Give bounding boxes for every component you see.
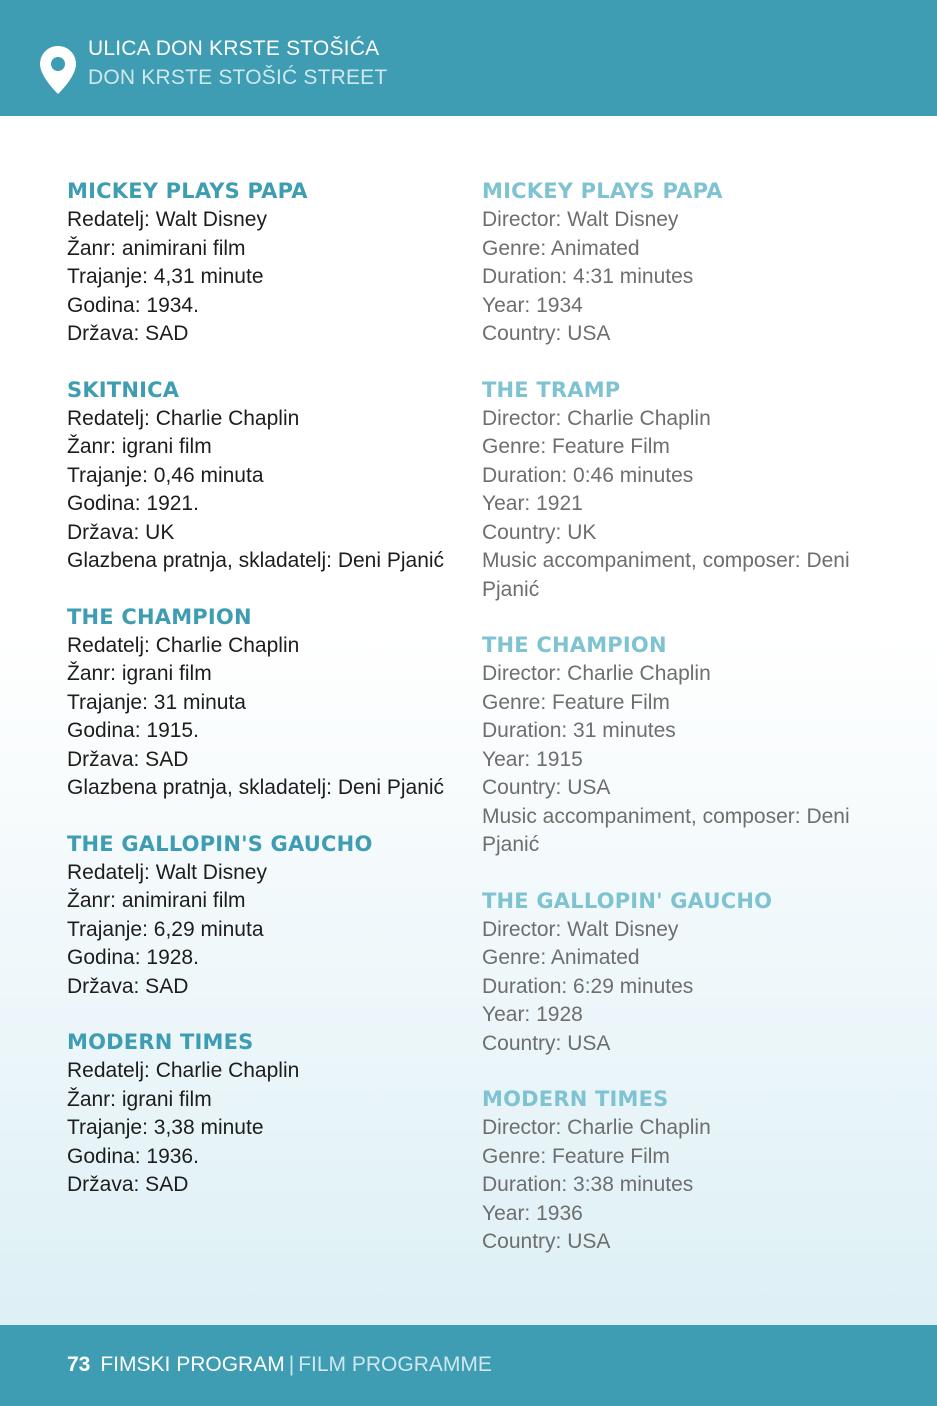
film-entry <box>482 630 877 860</box>
film-title: THE CHAMPION <box>482 633 667 657</box>
film-detail-line: Duration: 6:29 minutes <box>482 974 694 998</box>
film-title: THE CHAMPION <box>67 604 252 629</box>
film-detail-line: Genre: Feature Film <box>482 435 670 458</box>
film-detail-line: Država: SAD <box>67 322 189 345</box>
film-detail-line: Country: UK <box>482 520 597 544</box>
film-entry <box>67 1027 462 1200</box>
film-detail-line: Godina: 1936. <box>67 1144 199 1168</box>
film-detail-line: Trajanje: 0,46 minuta <box>67 463 264 487</box>
header-street-hr: ULICA DON KRSTE STOŠIĆA <box>88 37 380 60</box>
film-detail-line: Duration: 4:31 minutes <box>482 265 694 288</box>
footer-separator: | <box>288 1353 295 1376</box>
film-entry <box>482 886 877 1059</box>
film-detail-line: Music accompaniment, composer: Deni Pjanić <box>482 549 850 601</box>
film-detail-line: Year: 1915 <box>482 747 583 771</box>
column-english <box>482 176 877 1283</box>
film-detail-line: Genre: Animated <box>482 236 640 260</box>
film-detail-line: Država: UK <box>67 520 175 544</box>
film-detail-line: Redatelj: Charlie Chaplin <box>67 633 300 657</box>
header-street-en: DON KRSTE STOŠIĆ STREET <box>88 66 388 89</box>
film-detail-line: Žanr: animirani film <box>67 236 246 260</box>
film-detail-line: Država: SAD <box>67 1173 189 1196</box>
film-detail-line: Trajanje: 31 minuta <box>67 690 246 714</box>
film-detail-line: Director: Walt Disney <box>482 208 679 231</box>
film-detail-line: Country: USA <box>482 776 611 799</box>
film-detail-line: Godina: 1915. <box>67 719 199 742</box>
film-title: THE TRAMP <box>482 377 621 402</box>
film-entry <box>67 176 462 349</box>
film-detail-line: Žanr: igrani film <box>67 1087 212 1111</box>
film-entry <box>67 375 462 576</box>
film-detail-line: Redatelj: Walt Disney <box>67 208 267 231</box>
film-detail-line: Država: SAD <box>67 974 189 998</box>
column-croatian <box>67 176 462 1226</box>
program-label-en: FILM PROGRAMME <box>298 1353 492 1376</box>
film-detail-line: Trajanje: 3,38 minute <box>67 1116 264 1139</box>
film-detail-line: Trajanje: 4,31 minute <box>67 265 264 288</box>
film-detail-line: Country: USA <box>482 1230 611 1253</box>
film-entry <box>482 375 877 605</box>
film-detail-line: Genre: Animated <box>482 946 640 969</box>
film-title: MICKEY PLAYS PAPA <box>67 179 308 203</box>
film-detail-line: Director: Charlie Chaplin <box>482 1116 711 1139</box>
film-title: SKITNICA <box>67 377 180 402</box>
film-detail-line: Trajanje: 6,29 minuta <box>67 917 264 941</box>
film-detail-line: Music accompaniment, composer: Deni Pjanić <box>482 804 850 856</box>
film-detail-line: Director: Walt Disney <box>482 917 679 941</box>
film-entry <box>67 829 462 1002</box>
film-detail-line: Genre: Feature Film <box>482 1144 670 1168</box>
film-entry <box>482 1084 877 1257</box>
film-detail-line: Year: 1928 <box>482 1003 583 1026</box>
film-detail-line: Duration: 31 minutes <box>482 719 676 742</box>
film-detail-line: Redatelj: Charlie Chaplin <box>67 406 300 430</box>
film-detail-line: Duration: 0:46 minutes <box>482 463 694 487</box>
film-detail-line: Glazbena pratnja, skladatelj: Deni Pjanić <box>67 776 445 799</box>
film-title: THE GALLOPIN'S GAUCHO <box>67 831 373 856</box>
film-detail-line: Žanr: igrani film <box>67 662 212 685</box>
film-detail-line: Country: USA <box>482 1031 611 1055</box>
film-entry <box>67 602 462 803</box>
film-detail-line: Year: 1921 <box>482 492 583 515</box>
film-detail-line: Država: SAD <box>67 747 189 771</box>
film-detail-line: Godina: 1928. <box>67 946 199 969</box>
film-detail-line: Director: Charlie Chaplin <box>482 406 711 430</box>
film-detail-line: Year: 1936 <box>482 1201 583 1225</box>
film-title: MODERN TIMES <box>482 1087 669 1111</box>
location-pin-icon <box>39 45 77 95</box>
film-detail-line: Redatelj: Walt Disney <box>67 860 267 884</box>
film-title: MODERN TIMES <box>67 1030 254 1054</box>
film-title: THE GALLOPIN' GAUCHO <box>482 888 773 913</box>
program-label-hr: FIMSKI PROGRAM <box>100 1353 285 1376</box>
film-detail-line: Žanr: animirani film <box>67 889 246 912</box>
film-detail-line: Godina: 1934. <box>67 293 199 317</box>
film-detail-line: Country: USA <box>482 322 611 345</box>
film-title: MICKEY PLAYS PAPA <box>482 179 723 203</box>
film-detail-line: Glazbena pratnja, skladatelj: Deni Pjanić <box>67 549 445 572</box>
footer-text <box>67 1353 492 1377</box>
film-entry <box>482 176 877 349</box>
page-header <box>0 0 937 116</box>
film-detail-line: Žanr: igrani film <box>67 435 212 458</box>
page-footer <box>0 1325 937 1406</box>
film-detail-line: Godina: 1921. <box>67 492 199 515</box>
film-detail-line: Duration: 3:38 minutes <box>482 1173 694 1196</box>
film-detail-line: Genre: Feature Film <box>482 690 670 714</box>
film-detail-line: Director: Charlie Chaplin <box>482 662 711 685</box>
film-detail-line: Year: 1934 <box>482 293 583 317</box>
page-number: 73 <box>67 1353 91 1376</box>
film-detail-line: Redatelj: Charlie Chaplin <box>67 1059 300 1082</box>
